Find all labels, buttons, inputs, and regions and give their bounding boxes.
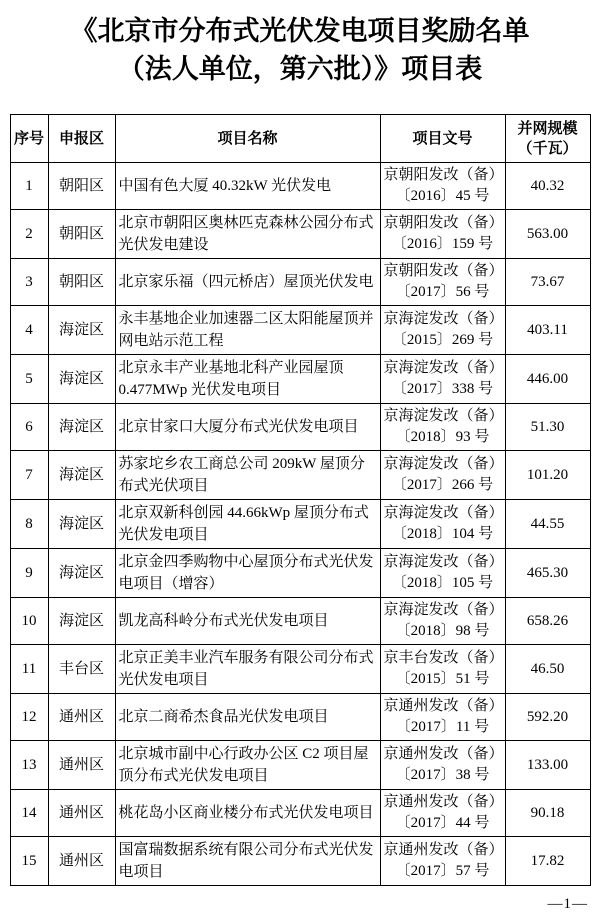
cell-document-number bbox=[380, 549, 505, 598]
document-number-line-1: 京海淀发改（备） bbox=[383, 602, 504, 618]
cell-serial-number: 12 bbox=[10, 694, 48, 741]
cell-serial-number: 14 bbox=[10, 790, 48, 837]
cell-serial-number: 6 bbox=[10, 404, 48, 451]
table-body bbox=[10, 163, 590, 886]
cell-serial-number: 13 bbox=[10, 741, 48, 790]
cell-document-number bbox=[380, 790, 505, 837]
cell-project-name: 凯龙高科岭分布式光伏发电项目 bbox=[115, 598, 380, 645]
document-number-line-1: 京通州发改（备） bbox=[383, 746, 504, 762]
document-number-line-1: 京海淀发改（备） bbox=[383, 505, 504, 521]
cell-document-number bbox=[380, 837, 505, 886]
title-line-1: 《北京市分布式光伏发电项目奖励名单 bbox=[70, 16, 530, 46]
document-number-line-2: 〔2018〕93 号 bbox=[395, 429, 490, 445]
document-number-line-1: 京通州发改（备） bbox=[383, 794, 504, 810]
title-line-2: （法人单位，第六批）》项目表 bbox=[117, 54, 483, 84]
cell-declaring-district: 通州区 bbox=[48, 790, 115, 837]
cell-project-name: 北京正美丰业汽车服务有限公司分布式光伏发电项目 bbox=[115, 645, 380, 694]
cell-grid-capacity: 403.11 bbox=[505, 306, 590, 355]
cell-grid-capacity: 40.32 bbox=[505, 163, 590, 210]
cell-serial-number: 2 bbox=[10, 210, 48, 259]
cell-declaring-district: 海淀区 bbox=[48, 598, 115, 645]
table-row bbox=[10, 500, 590, 549]
table-header-row bbox=[10, 115, 590, 163]
table-row bbox=[10, 451, 590, 500]
cell-grid-capacity: 44.55 bbox=[505, 500, 590, 549]
document-number-line-1: 京海淀发改（备） bbox=[383, 456, 504, 472]
cell-project-name: 苏家坨乡农工商总公司 209kW 屋顶分布式光伏项目 bbox=[115, 451, 380, 500]
table-row bbox=[10, 355, 590, 404]
cell-serial-number: 1 bbox=[10, 163, 48, 210]
cell-declaring-district: 丰台区 bbox=[48, 645, 115, 694]
cell-serial-number: 5 bbox=[10, 355, 48, 404]
cell-document-number bbox=[380, 694, 505, 741]
document-number-line-2: 〔2018〕105 号 bbox=[391, 575, 494, 591]
cell-document-number bbox=[380, 404, 505, 451]
table-row bbox=[10, 306, 590, 355]
cell-serial-number: 4 bbox=[10, 306, 48, 355]
cell-project-name: 北京市朝阳区奥林匹克森林公园分布式光伏发电建设 bbox=[115, 210, 380, 259]
cell-serial-number: 11 bbox=[10, 645, 48, 694]
header-document-number: 项目文号 bbox=[380, 115, 505, 163]
table-row bbox=[10, 259, 590, 306]
cell-document-number bbox=[380, 210, 505, 259]
cell-serial-number: 10 bbox=[10, 598, 48, 645]
cell-document-number bbox=[380, 451, 505, 500]
cell-document-number bbox=[380, 355, 505, 404]
document-number-line-2: 〔2017〕56 号 bbox=[395, 284, 490, 300]
document-number-line-2: 〔2017〕11 号 bbox=[395, 719, 490, 735]
document-number-line-2: 〔2018〕104 号 bbox=[391, 526, 494, 542]
cell-document-number bbox=[380, 306, 505, 355]
table-row bbox=[10, 163, 590, 210]
header-project-name: 项目名称 bbox=[115, 115, 380, 163]
document-number-line-1: 京海淀发改（备） bbox=[383, 408, 504, 424]
document-number-line-2: 〔2015〕269 号 bbox=[391, 332, 494, 348]
cell-document-number bbox=[380, 259, 505, 306]
cell-serial-number: 15 bbox=[10, 837, 48, 886]
cell-grid-capacity: 46.50 bbox=[505, 645, 590, 694]
cell-project-name: 北京甘家口大厦分布式光伏发电项目 bbox=[115, 404, 380, 451]
cell-declaring-district: 通州区 bbox=[48, 694, 115, 741]
document-number-line-1: 京通州发改（备） bbox=[383, 842, 504, 858]
cell-declaring-district: 海淀区 bbox=[48, 306, 115, 355]
cell-grid-capacity: 563.00 bbox=[505, 210, 590, 259]
table-row bbox=[10, 741, 590, 790]
cell-declaring-district: 海淀区 bbox=[48, 451, 115, 500]
cell-serial-number: 9 bbox=[10, 549, 48, 598]
document-number-line-2: 〔2015〕51 号 bbox=[395, 671, 490, 687]
document-number-line-2: 〔2016〕45 号 bbox=[395, 188, 490, 204]
projects-table bbox=[10, 114, 591, 886]
document-number-line-1: 京通州发改（备） bbox=[383, 698, 504, 714]
document-number-line-1: 京海淀发改（备） bbox=[383, 554, 504, 570]
cell-project-name: 中国有色大厦 40.32kW 光伏发电 bbox=[115, 163, 380, 210]
header-serial-number: 序号 bbox=[10, 115, 48, 163]
document-number-line-2: 〔2017〕266 号 bbox=[391, 477, 494, 493]
cell-project-name: 北京家乐福（四元桥店）屋顶光伏发电 bbox=[115, 259, 380, 306]
cell-declaring-district: 海淀区 bbox=[48, 549, 115, 598]
cell-grid-capacity: 73.67 bbox=[505, 259, 590, 306]
cell-serial-number: 7 bbox=[10, 451, 48, 500]
cell-project-name: 北京双新科创园 44.66kWp 屋顶分布式光伏发电项目 bbox=[115, 500, 380, 549]
header-declaring-district: 申报区 bbox=[48, 115, 115, 163]
cell-document-number bbox=[380, 500, 505, 549]
document-number-line-1: 京海淀发改（备） bbox=[383, 311, 504, 327]
cell-project-name: 北京二商希杰食品光伏发电项目 bbox=[115, 694, 380, 741]
document-number-line-1: 京朝阳发改（备） bbox=[383, 263, 504, 279]
document-title bbox=[0, 0, 600, 88]
cell-declaring-district: 朝阳区 bbox=[48, 210, 115, 259]
table-row bbox=[10, 837, 590, 886]
header-grid-capacity: 并网规模（千瓦） bbox=[505, 115, 590, 163]
document-number-line-1: 京丰台发改（备） bbox=[383, 650, 504, 666]
cell-project-name: 北京城市副中心行政办公区 C2 项目屋顶分布式光伏发电项目 bbox=[115, 741, 380, 790]
document-number-line-2: 〔2016〕159 号 bbox=[391, 236, 494, 252]
document-number-line-2: 〔2017〕44 号 bbox=[395, 815, 490, 831]
document-number-line-2: 〔2018〕98 号 bbox=[395, 623, 490, 639]
cell-document-number bbox=[380, 741, 505, 790]
table-row bbox=[10, 790, 590, 837]
cell-document-number bbox=[380, 645, 505, 694]
cell-project-name: 永丰基地企业加速器二区太阳能屋顶并网电站示范工程 bbox=[115, 306, 380, 355]
cell-project-name: 北京金四季购物中心屋顶分布式光伏发电项目（增容） bbox=[115, 549, 380, 598]
cell-declaring-district: 朝阳区 bbox=[48, 259, 115, 306]
cell-project-name: 国富瑞数据系统有限公司分布式光伏发电项目 bbox=[115, 837, 380, 886]
cell-declaring-district: 通州区 bbox=[48, 741, 115, 790]
table-row bbox=[10, 549, 590, 598]
cell-grid-capacity: 465.30 bbox=[505, 549, 590, 598]
table-row bbox=[10, 404, 590, 451]
cell-grid-capacity: 658.26 bbox=[505, 598, 590, 645]
cell-declaring-district: 朝阳区 bbox=[48, 163, 115, 210]
page-number: —1— bbox=[547, 896, 588, 912]
document-number-line-1: 京朝阳发改（备） bbox=[383, 167, 504, 183]
cell-grid-capacity: 101.20 bbox=[505, 451, 590, 500]
cell-grid-capacity: 90.18 bbox=[505, 790, 590, 837]
cell-grid-capacity: 133.00 bbox=[505, 741, 590, 790]
cell-document-number bbox=[380, 163, 505, 210]
table-row bbox=[10, 210, 590, 259]
cell-grid-capacity: 592.20 bbox=[505, 694, 590, 741]
cell-declaring-district: 海淀区 bbox=[48, 500, 115, 549]
document-number-line-2: 〔2017〕57 号 bbox=[395, 863, 490, 879]
document-number-line-2: 〔2017〕338 号 bbox=[391, 381, 494, 397]
cell-declaring-district: 通州区 bbox=[48, 837, 115, 886]
cell-serial-number: 8 bbox=[10, 500, 48, 549]
cell-grid-capacity: 51.30 bbox=[505, 404, 590, 451]
table-row bbox=[10, 645, 590, 694]
cell-project-name: 桃花岛小区商业楼分布式光伏发电项目 bbox=[115, 790, 380, 837]
cell-declaring-district: 海淀区 bbox=[48, 404, 115, 451]
document-number-line-1: 京海淀发改（备） bbox=[383, 360, 504, 376]
cell-document-number bbox=[380, 598, 505, 645]
cell-declaring-district: 海淀区 bbox=[48, 355, 115, 404]
document-number-line-1: 京朝阳发改（备） bbox=[383, 215, 504, 231]
cell-project-name: 北京永丰产业基地北科产业园屋顶 0.477MWp 光伏发电项目 bbox=[115, 355, 380, 404]
cell-grid-capacity: 17.82 bbox=[505, 837, 590, 886]
table-row bbox=[10, 598, 590, 645]
cell-grid-capacity: 446.00 bbox=[505, 355, 590, 404]
cell-serial-number: 3 bbox=[10, 259, 48, 306]
document-number-line-2: 〔2017〕38 号 bbox=[395, 767, 490, 783]
table-row bbox=[10, 694, 590, 741]
